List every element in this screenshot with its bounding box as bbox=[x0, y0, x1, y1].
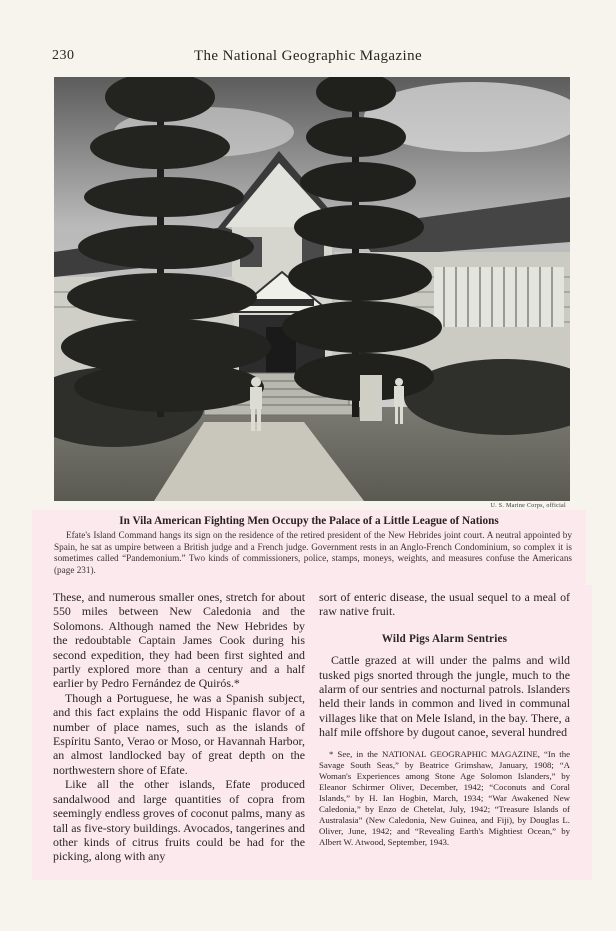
photo-image bbox=[54, 77, 570, 501]
page-number: 230 bbox=[52, 48, 75, 63]
right-column bbox=[319, 590, 570, 848]
paragraph: Like all the other islands, Efate produced sandalwood and large quantities of copra from seemingly endless groves of coconut palms, many as tall as five-story buildings. Avocados, tangerines and other kinds of citrus fruits could be had for the picking, along with any bbox=[53, 777, 305, 864]
paragraph: sort of enteric disease, the usual sequel to a meal of raw native fruit. bbox=[319, 590, 570, 619]
photo-credit: U. S. Marine Corps, official bbox=[490, 503, 566, 509]
caption-block bbox=[32, 510, 586, 585]
running-title: The National Geographic Magazine bbox=[193, 48, 423, 64]
caption-body: Efate's Island Command hangs its sign on the residence of the retired president of the New Hebrides joint court. A neutral appointed by Spain, he sat as umpire between a British judge and a French judge. Government rests in an Anglo-French Condominium, so complex it is sometimes called “Pandemonium.” Two kinds of commissioners, police, stamps, moneys, weights, and measures confuse the Americans (page 231). bbox=[54, 530, 572, 575]
left-column bbox=[53, 590, 305, 864]
paragraph: Cattle grazed at will under the palms and wild tusked pigs snorted through the jungle, much to the alarm of our sentries and nocturnal patrols. Islanders held their lands in common and lived in communal villages like that on Mele Island, in the bay. There, a half mile offshore by dugout canoe, several hundred bbox=[319, 653, 570, 740]
paragraph: Though a Portuguese, he was a Spanish subject, and this fact explains the odd Hispanic flavor of a number of place names, such as the islands of Espíritu Santo, Verao or Moso, or Havannah Harbor, an almost landlocked bay of great depth on the northwestern shore of Efate. bbox=[53, 690, 305, 777]
caption-title: In Vila American Fighting Men Occupy the Palace of a Little League of Nations bbox=[119, 515, 499, 527]
paragraph: These, and numerous smaller ones, stretch for about 550 miles between New Caledonia and the Solomons. Although named the New Hebrides by the redoubtable Captain James Cook during his second expedition, they had been first sighted and partly explored more than a century and a half earlier by Pedro Fernández de Quirós.* bbox=[53, 590, 305, 691]
section-heading: Wild Pigs Alarm Sentries bbox=[381, 632, 508, 645]
footnote: * See, in the NATIONAL GEOGRAPHIC MAGAZINE, “In the Savage South Seas,” by Beatrice Grimshaw, January, 1908; “A Woman's Experiences among Stone Age Solomon Islanders,” by Eleanor Schirmer Oliver, December, 1942; “Coconuts and Coral Islands,” by H. Ian Hogbin, March, 1934; “War Awakened New Caledonia,” by Enzo de Chetelat, July, 1942; “Treasure Islands of Australasia” (New Caledonia, New Guinea, and Fiji), by Douglas L. Oliver, June, 1942; and “Revealing Earth's Mightiest Ocean,” by Albert W. Atwood, September, 1943. bbox=[319, 748, 570, 847]
